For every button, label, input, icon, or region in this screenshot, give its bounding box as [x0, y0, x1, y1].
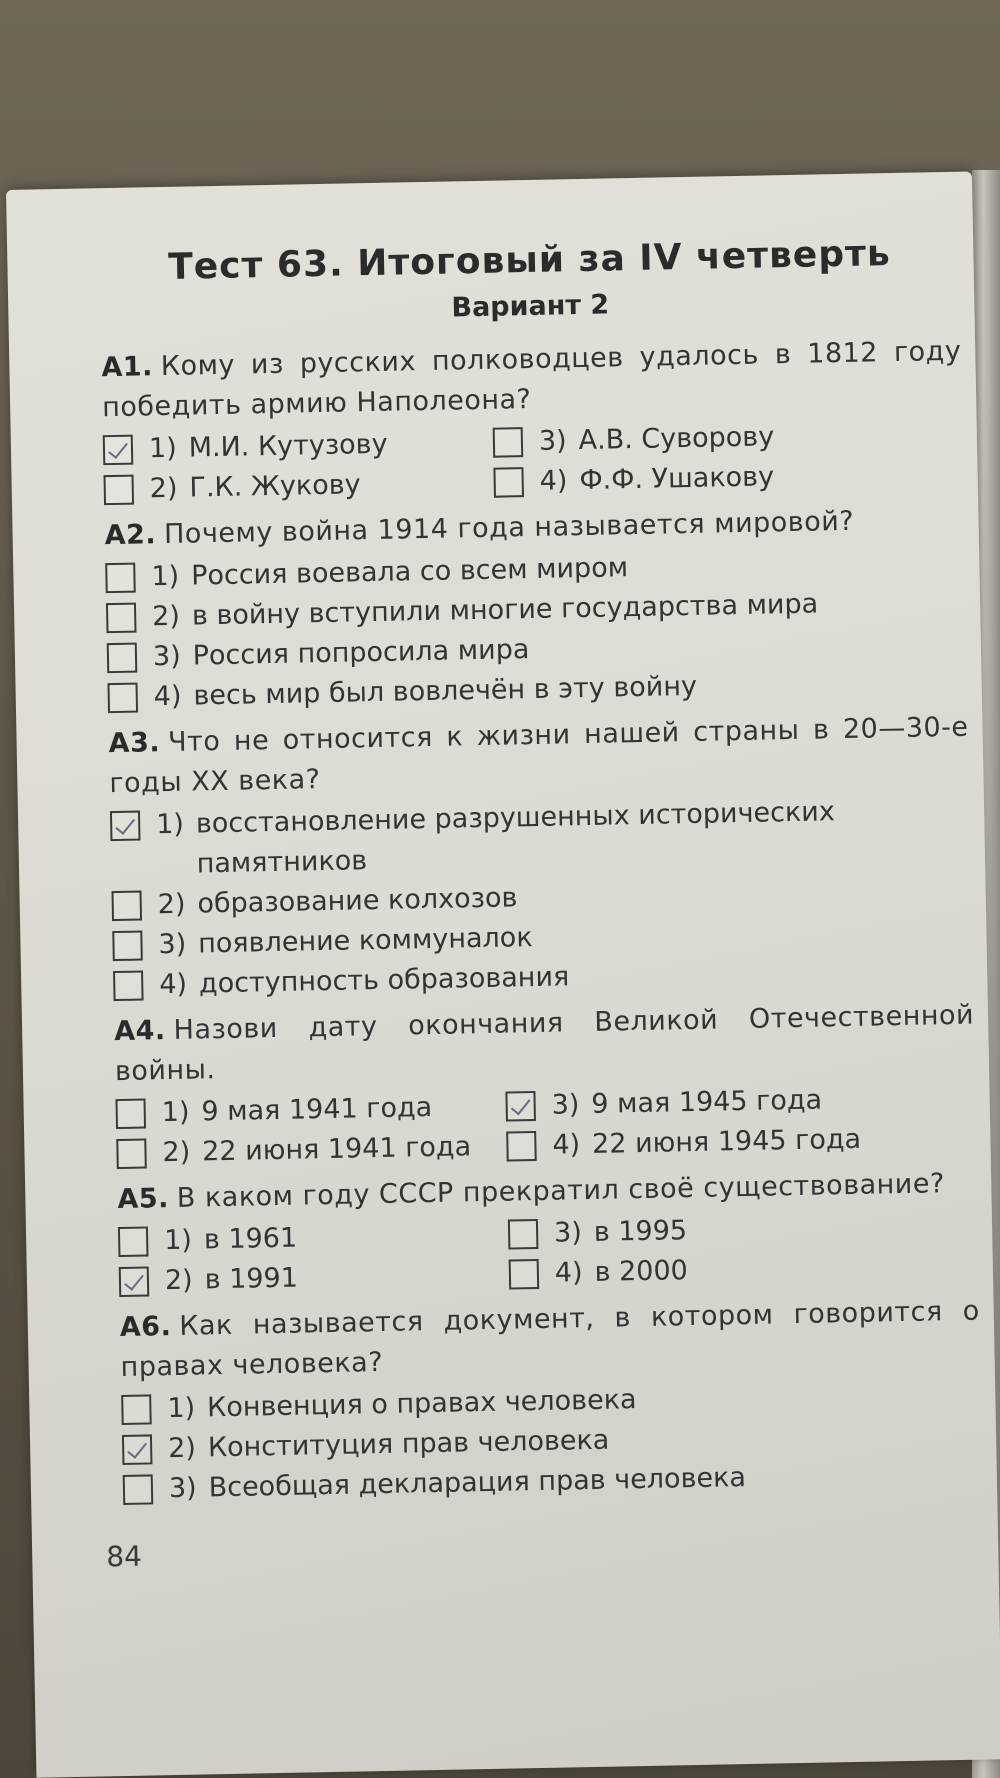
- checkbox[interactable]: [509, 1259, 540, 1290]
- question-number: А1.: [101, 351, 154, 384]
- option-number: 1): [167, 1392, 196, 1425]
- answer-options: [105, 542, 968, 718]
- answer-option: [116, 1127, 507, 1174]
- checkbox[interactable]: [115, 1098, 146, 1129]
- checkbox[interactable]: [105, 563, 136, 594]
- question-text: [114, 996, 975, 1092]
- option-number: 2): [162, 1136, 191, 1169]
- question-body: Что не относится к жизни нашей страны в 20—30-е годы ХХ века?: [109, 711, 969, 800]
- option-text: 9 мая 1941 года: [201, 1091, 433, 1128]
- checkbox[interactable]: [107, 683, 138, 714]
- variant-label: Вариант 2: [451, 289, 610, 324]
- option-number: 1): [163, 1224, 193, 1257]
- answer-option: [509, 1246, 980, 1295]
- option-number: 3): [158, 928, 187, 961]
- option-text: в 1961: [203, 1222, 298, 1256]
- question-a3: [108, 708, 973, 1006]
- option-text: появление коммуналок: [197, 922, 533, 960]
- checkbox-checked[interactable]: [122, 1434, 153, 1465]
- option-text: 9 мая 1945 года: [591, 1084, 823, 1120]
- option-number: 2): [167, 1432, 197, 1465]
- checkbox[interactable]: [103, 475, 134, 506]
- checkbox[interactable]: [493, 467, 524, 498]
- checkbox[interactable]: [506, 1131, 537, 1162]
- option-text: в 1991: [204, 1262, 299, 1296]
- answer-options: [121, 1374, 983, 1510]
- option-number: 3): [538, 425, 567, 457]
- option-text: образование колхозов: [197, 882, 518, 920]
- checkbox[interactable]: [112, 931, 143, 962]
- option-text: Ф.Ф. Ушакову: [579, 461, 775, 497]
- checkbox[interactable]: [508, 1219, 539, 1250]
- checkbox[interactable]: [111, 891, 142, 922]
- answer-options: [103, 414, 964, 510]
- answer-options: [115, 1078, 976, 1174]
- workbook-page: [6, 171, 1000, 1777]
- option-number: 2): [151, 600, 181, 633]
- checkbox[interactable]: [493, 427, 524, 458]
- question-body: Как называется документ, в котором говорится о правах человека?: [120, 1295, 980, 1384]
- question-number: А3.: [108, 727, 161, 760]
- question-a4: [114, 996, 977, 1174]
- option-text: М.И. Кутузову: [188, 428, 388, 464]
- option-text: в войну вступили многие государства мира: [191, 588, 819, 632]
- question-text: [108, 708, 969, 804]
- question-body: Кому из русских полководцев удалось в 1812 году победить армию Наполеона?: [101, 335, 962, 424]
- question-body: Почему война 1914 года называется мировой?: [163, 505, 855, 551]
- question-number: А4.: [113, 1015, 166, 1048]
- option-number: 4): [158, 968, 188, 1001]
- question-number: А5.: [117, 1183, 170, 1216]
- answer-options: [118, 1206, 979, 1302]
- answer-option: [103, 463, 494, 510]
- option-text: Конституция прав человека: [207, 1424, 610, 1464]
- option-text: Россия попросила мира: [192, 634, 530, 672]
- option-number: 2): [149, 472, 178, 505]
- checkbox[interactable]: [116, 1138, 147, 1169]
- option-text: в 2000: [594, 1255, 689, 1288]
- checkbox[interactable]: [121, 1394, 152, 1425]
- option-number: 2): [157, 888, 186, 921]
- question-number: А2.: [104, 519, 157, 552]
- option-number: 4): [153, 680, 182, 713]
- page-content: [99, 232, 984, 1573]
- answer-option: [493, 454, 964, 503]
- option-number: 4): [554, 1257, 583, 1289]
- option-text: 22 июня 1945 года: [591, 1123, 862, 1160]
- option-text: весь мир был вовлечён в эту войну: [193, 670, 698, 712]
- option-text: Россия воевала со всем миром: [190, 552, 629, 592]
- checkbox[interactable]: [113, 971, 144, 1002]
- checkbox[interactable]: [118, 1226, 149, 1257]
- option-number: 3): [551, 1089, 580, 1121]
- option-text: 22 июня 1941 года: [201, 1131, 472, 1168]
- answer-option: [119, 1255, 510, 1302]
- answer-options: [110, 790, 974, 1006]
- checkbox[interactable]: [106, 603, 137, 634]
- question-text: [119, 1292, 980, 1388]
- page-number: 84: [105, 1539, 143, 1574]
- option-number: 4): [552, 1129, 581, 1161]
- answer-option: [506, 1118, 977, 1167]
- option-text: восстановление разрушенных исторических памятников: [195, 796, 836, 880]
- checkbox-checked[interactable]: [110, 811, 141, 842]
- option-text: Г.К. Жукову: [189, 469, 361, 504]
- option-number: 3): [168, 1472, 197, 1505]
- option-text: в 1995: [593, 1215, 688, 1248]
- test-title: Тест 63. Итоговый за IV четверть: [167, 233, 892, 288]
- checkbox-checked[interactable]: [505, 1091, 536, 1122]
- checkbox[interactable]: [107, 643, 138, 674]
- option-number: 4): [539, 465, 568, 497]
- option-number: 1): [161, 1096, 190, 1129]
- option-text: Всеобщая декларация прав человека: [208, 1462, 747, 1504]
- option-number: 3): [553, 1217, 583, 1249]
- option-text: доступность образования: [198, 961, 570, 1000]
- option-text: Конвенция о правах человека: [206, 1384, 637, 1424]
- option-number: 1): [155, 808, 185, 841]
- checkbox[interactable]: [123, 1474, 154, 1505]
- question-number: А6.: [119, 1311, 172, 1344]
- question-body: Назови дату окончания Великой Отечественной войны.: [114, 999, 975, 1088]
- option-number: 3): [152, 640, 181, 673]
- question-a2: [104, 500, 968, 718]
- option-number: 1): [151, 560, 180, 593]
- option-number: 2): [164, 1264, 193, 1297]
- option-number: 1): [148, 432, 178, 465]
- question-a5: [117, 1164, 979, 1302]
- checkbox-checked[interactable]: [119, 1266, 150, 1297]
- question-a6: [119, 1292, 983, 1510]
- question-body: В каком году СССР прекратил своё существование?: [176, 1168, 946, 1214]
- question-a1: [101, 332, 964, 510]
- option-text: А.В. Суворову: [578, 421, 775, 457]
- checkbox-checked[interactable]: [103, 435, 134, 466]
- question-text: [101, 332, 962, 428]
